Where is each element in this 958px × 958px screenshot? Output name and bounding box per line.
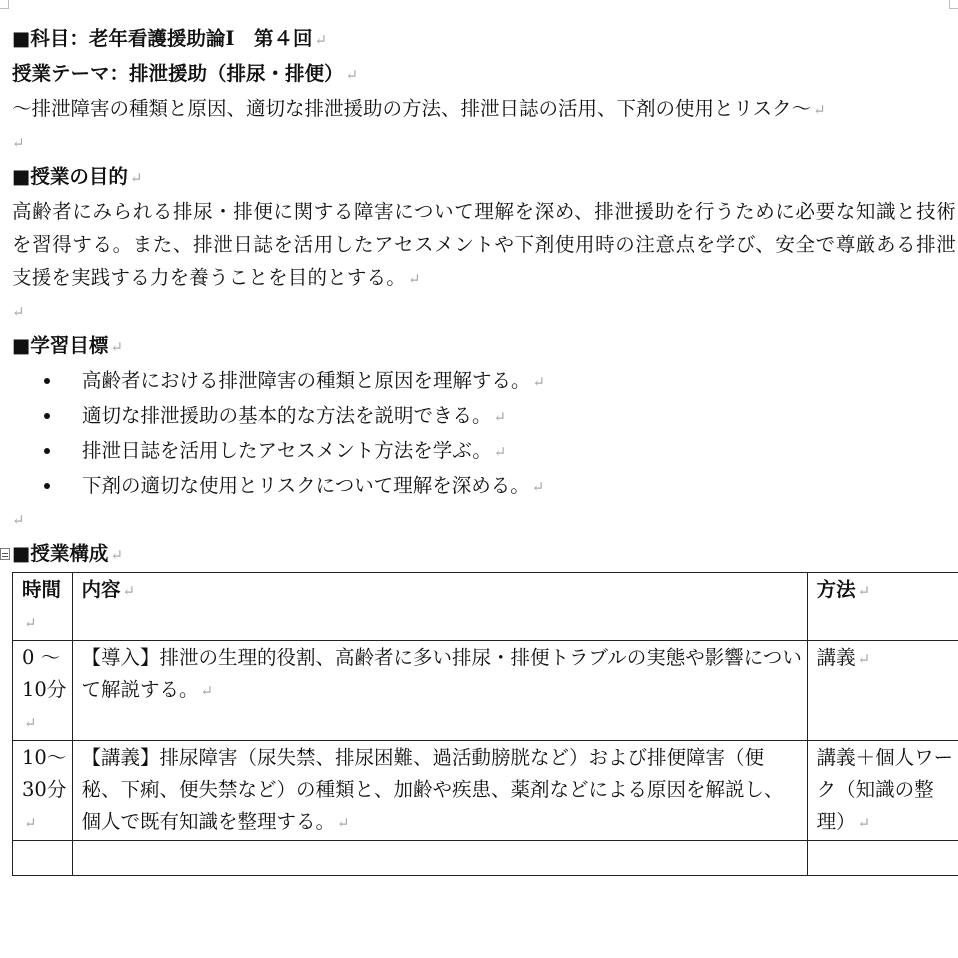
list-item: 高齢者における排泄障害の種類と原因を理解する。 ↵ <box>12 364 956 399</box>
paragraph-mark: ↵ <box>24 714 37 732</box>
cell-time <box>13 841 73 876</box>
paragraph-mark: ↵ <box>857 582 871 600</box>
bullet-icon <box>44 448 50 454</box>
schedule-table[interactable] <box>12 572 958 876</box>
table-row <box>13 641 958 741</box>
table-row <box>13 741 958 841</box>
paragraph-mark: ↵ <box>314 31 328 49</box>
structure-heading-row <box>12 537 956 572</box>
bullet-icon <box>44 413 50 419</box>
lesson-theme: 授業テーマ：排泄援助（排尿・排便） ↵ <box>12 62 359 85</box>
header-content: 内容 ↵ <box>72 573 807 641</box>
structure-heading: ■授業構成 ↵ <box>12 542 124 565</box>
bullet-icon <box>44 378 50 384</box>
cell-content: 【導入】排泄の生理的役割、高齢者に多い排尿・排便トラブルの実態や影響について解説する。 ↵ <box>72 641 807 741</box>
goals-list <box>12 364 956 504</box>
purpose-heading: ■授業の目的 ↵ <box>12 165 143 188</box>
paragraph-mark: ↵ <box>24 814 37 832</box>
paragraph-mark: ↵ <box>408 270 421 288</box>
list-item: 適切な排泄援助の基本的な方法を説明できる。 ↵ <box>12 399 956 434</box>
paragraph-mark: ↵ <box>110 338 124 356</box>
paragraph-mark: ↵ <box>129 169 143 187</box>
paragraph-mark: ↵ <box>337 814 350 832</box>
cell-time: 10～ 30分↵ <box>13 741 73 841</box>
header-method: 方法 ↵ <box>807 573 958 641</box>
page-corner-mark-left <box>0 0 9 9</box>
cell-method <box>807 841 958 876</box>
paragraph-mark: ↵ <box>857 814 871 832</box>
header-time: 時間↵ <box>13 573 73 641</box>
paragraph-mark: ↵ <box>110 546 124 564</box>
paragraph-mark: ↵ <box>857 650 871 668</box>
paragraph-mark: ↵ <box>122 582 136 600</box>
bullet-icon <box>44 483 50 489</box>
page-corner-mark-right <box>949 0 958 9</box>
cell-content <box>72 841 807 876</box>
paragraph-mark: ↵ <box>532 373 546 391</box>
list-item: 下剤の適切な使用とリスクについて理解を深める。 ↵ <box>12 469 956 504</box>
document-body[interactable] <box>12 22 956 876</box>
cell-method: 講義 ↵ <box>807 641 958 741</box>
course-title: ■科目：老年看護援助論Ⅰ 第４回 ↵ <box>12 27 328 50</box>
paragraph-mark: ↵ <box>200 682 214 700</box>
cell-method: 講義＋個人ワーク（知識の整理） ↵ <box>807 741 958 841</box>
paragraph-mark: ↵ <box>24 614 37 632</box>
paragraph-mark: ↵ <box>531 478 545 496</box>
paragraph-mark: ↵ <box>493 408 507 426</box>
purpose-paragraph: 高齢者にみられる排尿・排便に関する障害について理解を深め、排泄援助を行うために必要な知識と技術を習得する。また、排泄日誌を活用したアセスメントや下剤使用時の注意点を学び、安全で尊厳ある排泄支援を実践する力を養うことを目的とする。 ↵ <box>12 200 956 289</box>
paragraph-mark: ↵ <box>493 443 507 461</box>
list-item: 排泄日誌を活用したアセスメント方法を学ぶ。 ↵ <box>12 434 956 469</box>
empty-paragraph: ↵ <box>12 303 25 321</box>
lesson-subtitle: ～排泄障害の種類と原因、適切な排泄援助の方法、排泄日誌の活用、下剤の使用とリスク～ ↵ <box>12 97 826 120</box>
paragraph-mark: ↵ <box>345 66 359 84</box>
cell-time: 0 ～ 10分↵ <box>13 641 73 741</box>
paragraph-mark: ↵ <box>813 101 826 119</box>
table-header-row <box>13 573 958 641</box>
empty-paragraph: ↵ <box>12 511 25 529</box>
table-row <box>13 841 958 876</box>
table-move-handle-icon[interactable] <box>0 548 10 560</box>
goals-heading: ■学習目標 ↵ <box>12 334 124 357</box>
cell-content: 【講義】排尿障害（尿失禁、排尿困難、過活動膀胱など）および排便障害（便秘、下痢、便失禁など）の種類と、加齢や疾患、薬剤などによる原因を解説し、個人で既有知識を整理する。 ↵ <box>72 741 807 841</box>
empty-paragraph: ↵ <box>12 134 25 152</box>
